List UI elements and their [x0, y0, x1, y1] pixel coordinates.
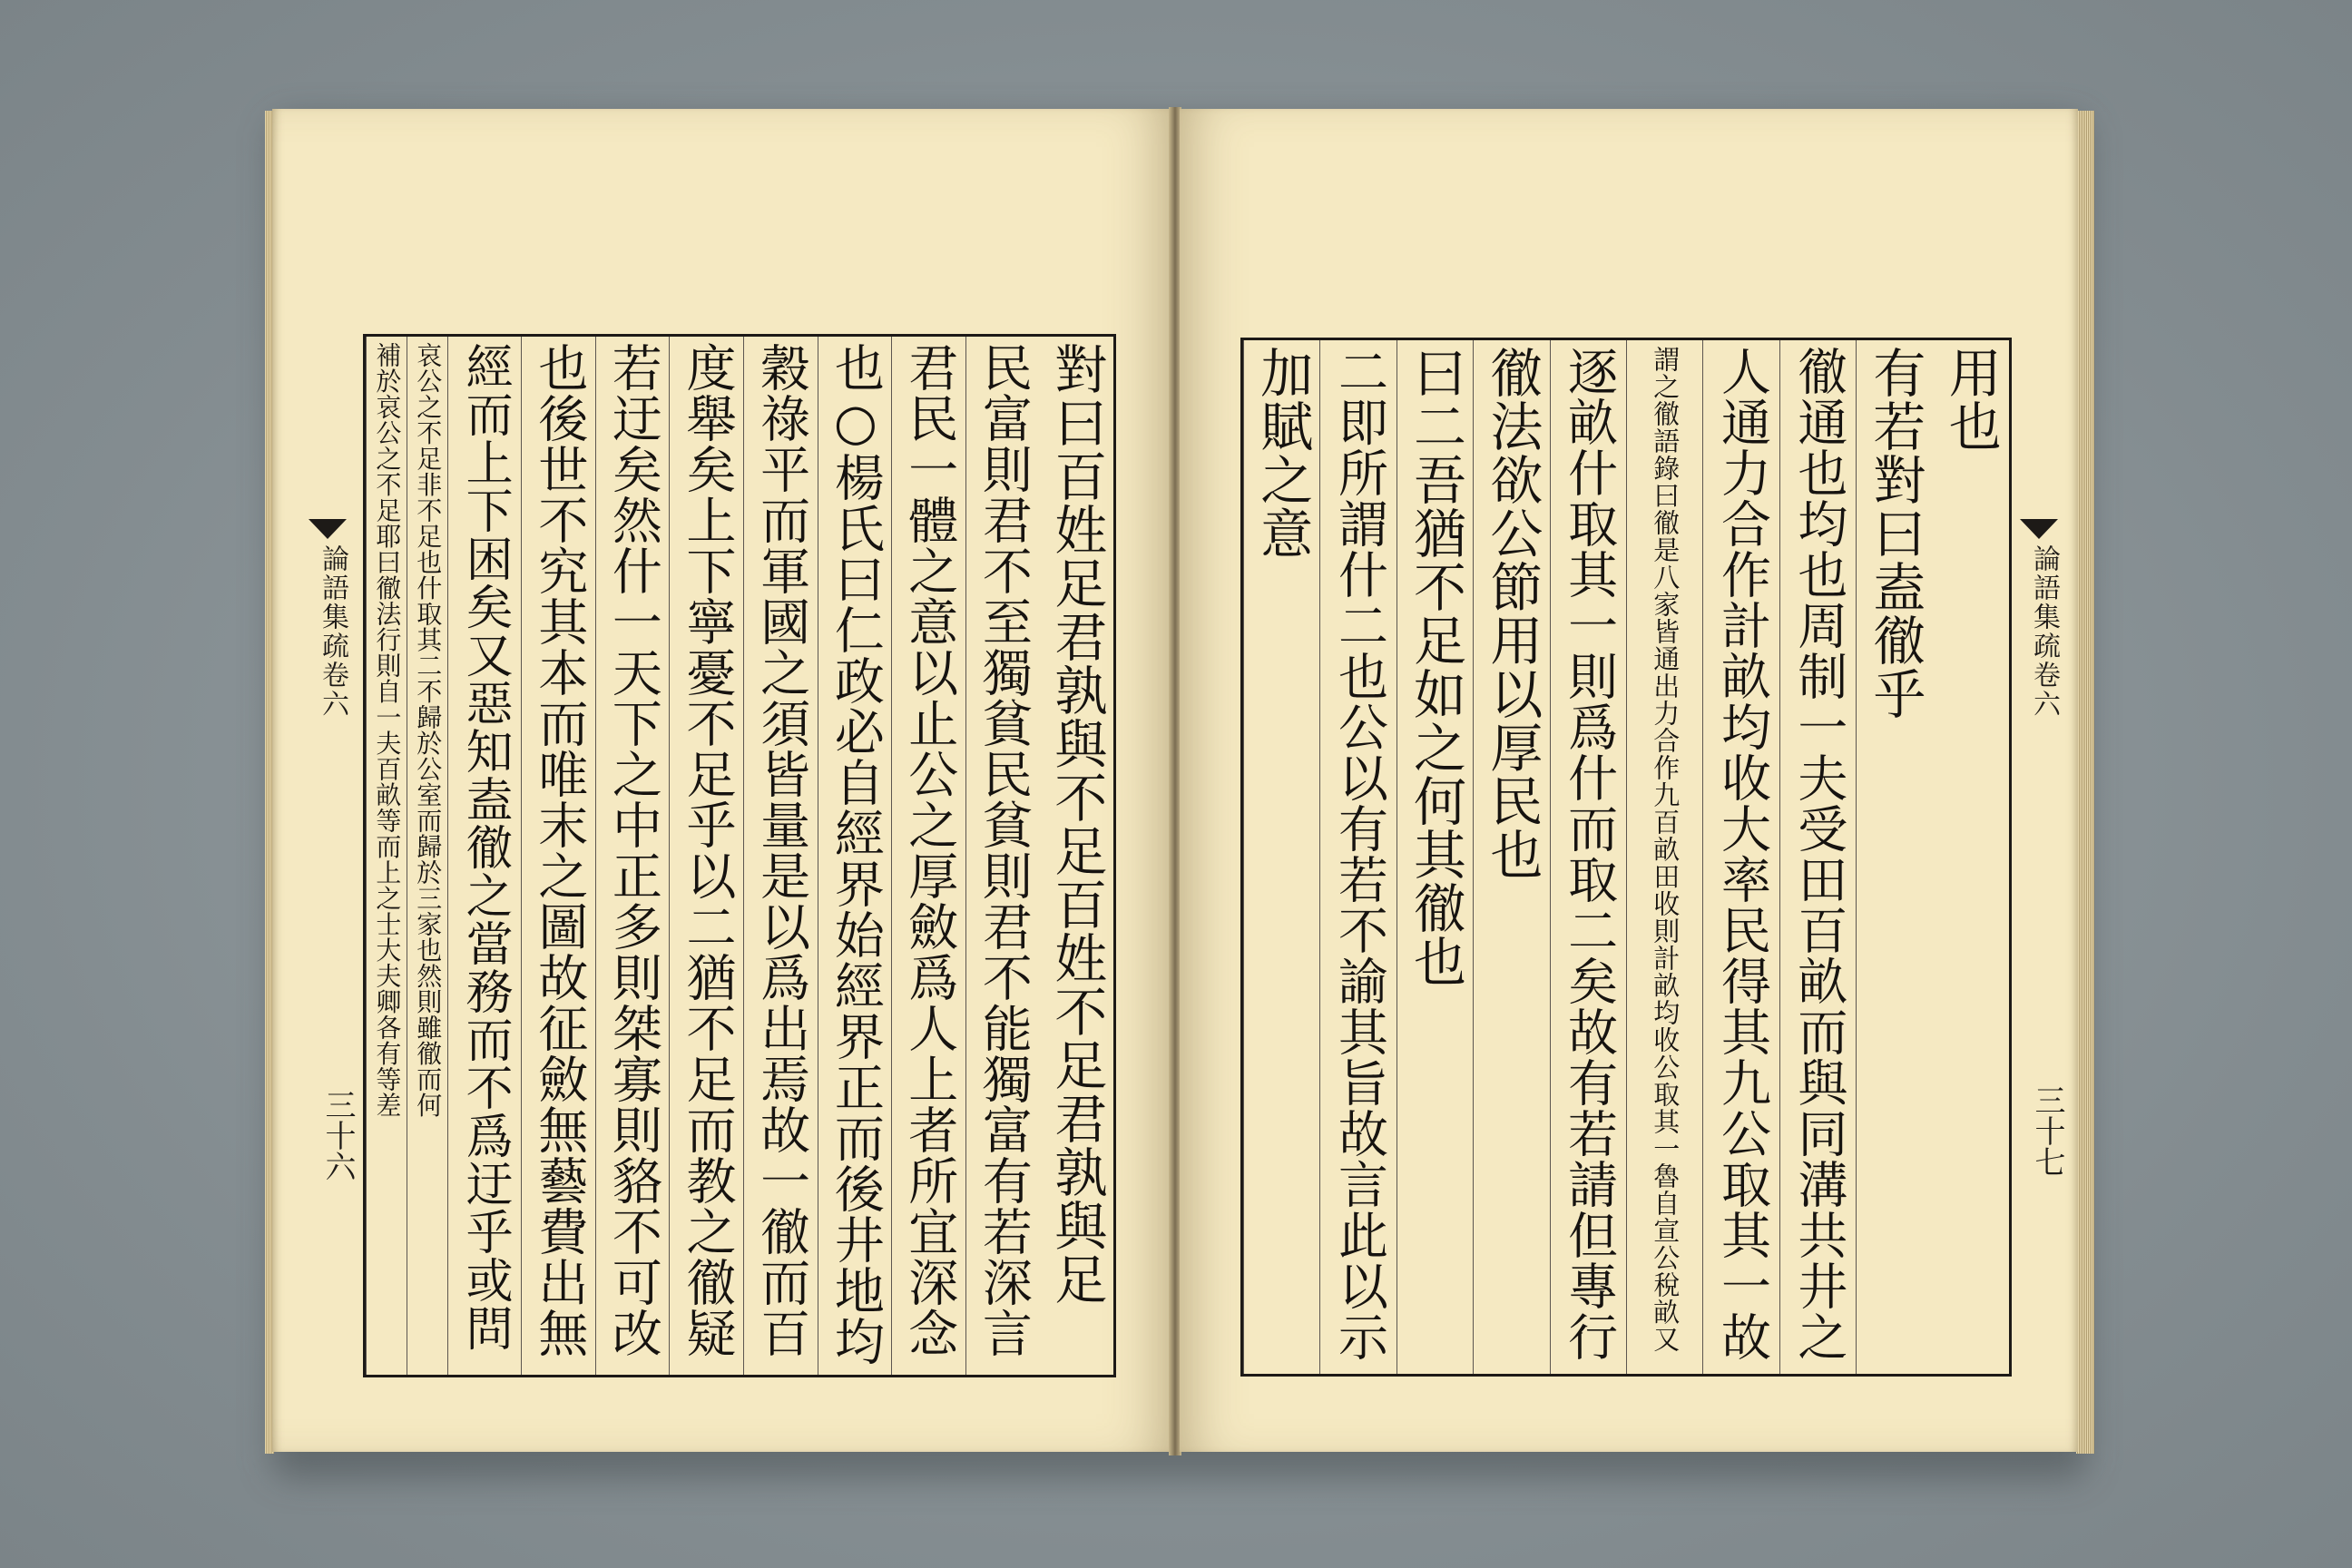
- column-text: 人通力合作計畝均收大率民得其九公取其一故: [1712, 346, 1771, 1362]
- right-page-edges: [2076, 111, 2094, 1454]
- column-text: 曰二吾猶不足如之何其徹也: [1404, 346, 1466, 988]
- text-column: [818, 337, 893, 1375]
- text-frame: [363, 334, 1116, 1377]
- folio-number: 三十七: [2029, 1084, 2065, 1177]
- text-column: [407, 337, 448, 1375]
- text-column: [1473, 340, 1550, 1374]
- text-column: [366, 337, 407, 1375]
- text-column: [669, 337, 744, 1375]
- running-title: 論語集疏卷六: [317, 544, 348, 719]
- text-column: [1779, 340, 1857, 1374]
- text-column: [521, 337, 596, 1375]
- column-text: 也後世不究其本而唯末之圖故征斂無藝費出無: [530, 342, 589, 1358]
- running-title: 論語集疏卷六: [2028, 544, 2060, 719]
- text-column: [1039, 337, 1113, 1375]
- column-text: 經而上下困矣又惡知盍徹之當務而不爲迂乎或問: [457, 342, 513, 1352]
- left-page: [272, 109, 1171, 1452]
- text-column: [743, 337, 818, 1375]
- column-text: 逐畝什取其一則爲什而取二矣故有若請但專行: [1560, 346, 1619, 1362]
- text-column: [1319, 340, 1396, 1374]
- fish-tail-mark: [309, 519, 347, 539]
- column-text: 加賦之意: [1251, 346, 1314, 560]
- text-column: [595, 337, 671, 1375]
- column-text: 民富則君不至獨貧民貧則君不能獨富有若深言: [974, 342, 1033, 1358]
- text-column: [1933, 340, 2009, 1374]
- text-column: [965, 337, 1041, 1375]
- column-text: 徹法欲公節用以厚民也: [1481, 346, 1544, 881]
- text-column: [1626, 340, 1703, 1374]
- text-column: [1396, 340, 1474, 1374]
- column-text: 哀公之不足非不足也什取其二不歸於公室而歸於三家也然則雖徹而何: [413, 342, 444, 1118]
- text-frame: [1240, 338, 2012, 1377]
- column-text: 有若對曰盍徹乎: [1864, 346, 1926, 720]
- text-column: [447, 337, 523, 1375]
- column-text: 二即所謂什二也公以有若不諭其旨故言此以示: [1329, 346, 1388, 1362]
- column-text: 君民一體之意以止公之厚斂爲人上者所宜深念: [900, 342, 959, 1358]
- fish-tail-mark: [2020, 519, 2058, 539]
- column-text: 謂之徹語錄曰徹是八家皆通出力合作九百畝田收則計畝均收公取其一魯自宣公稅畝又: [1650, 346, 1681, 1353]
- column-text: 用也: [1939, 346, 2002, 453]
- text-column: [891, 337, 966, 1375]
- column-text: 也○楊氏曰仁政必自經界始經界正而後井地均: [826, 342, 885, 1367]
- right-page: [1180, 109, 2078, 1452]
- column-text: 度舉矣上下寧憂不足乎以二猶不足而教之徹疑: [678, 342, 737, 1358]
- text-column: [1550, 340, 1627, 1374]
- text-column: [1243, 340, 1320, 1374]
- folio-number: 三十六: [319, 1089, 356, 1181]
- column-text: 補於哀公之不足耶曰徹法行則自一夫百畝等而上之士大夫卿各有等差: [372, 342, 403, 1118]
- text-column: [1856, 340, 1933, 1374]
- column-text: 徹通也均也周制一夫受田百畝而與同溝共井之: [1789, 346, 1848, 1362]
- text-column: [1702, 340, 1779, 1374]
- column-text: 穀祿平而軍國之須皆量是以爲出焉故一徹而百: [752, 342, 811, 1358]
- column-text: 對曰百姓足君孰與不足百姓不足君孰與足: [1045, 342, 1108, 1306]
- column-text: 若迂矣然什一天下之中正多則桀寡則貉不可改: [603, 342, 662, 1358]
